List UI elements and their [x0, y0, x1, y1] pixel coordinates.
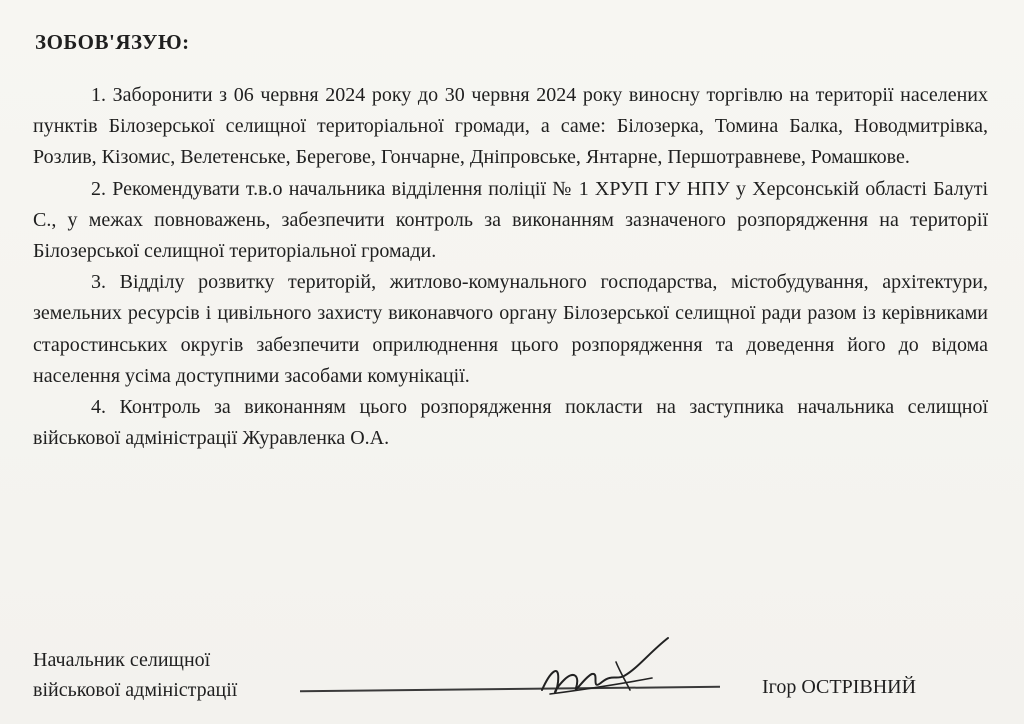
- document-body: [33, 80, 988, 454]
- paragraph-2: 2. Рекомендувати т.в.о начальника відділення поліції № 1 ХРУП ГУ НПУ у Херсонській області Балуті С., у межах повноважень, забезпечити контроль за виконанням зазначеного розпорядження на території Білозерської селищної територіальної громади.: [33, 177, 988, 263]
- paragraph-4: 4. Контроль за виконанням цього розпорядження покласти на заступника начальника селищної військової адміністрації Журавленка О.А.: [33, 396, 988, 450]
- handwritten-signature: [520, 632, 690, 712]
- paragraph-3: 3. Відділу розвитку територій, житлово-комунального господарства, містобудування, архітектури, земельних ресурсів і цивільного захисту виконавчого органу Білозерської селищної ради разом із керівниками старостинських округів забезпечити оприлюднення цього розпорядження та доведення його до відома населення усіма доступними засобами комунікації.: [33, 271, 988, 387]
- signer-title-line-1: Начальник селищної: [33, 649, 211, 671]
- heading: ЗОБОВ'ЯЗУЮ:: [35, 30, 190, 54]
- signer-name: Ігор ОСТРІВНИЙ: [762, 676, 917, 698]
- signer-title: [33, 645, 237, 705]
- paragraph-1: 1. Заборонити з 06 червня 2024 року до 30 червня 2024 року виносну торгівлю на території населених пунктів Білозерської селищної територіальної громади, а саме: Білозерка, Томина Балка, Новодмитрівка, Розлив, Кізомис, Велетенське, Берегове, Гончарне, Дніпровське, Янтарне, Першотравневе, Ромашкове.: [33, 84, 988, 169]
- signer-title-line-2: військової адміністрації: [33, 679, 238, 701]
